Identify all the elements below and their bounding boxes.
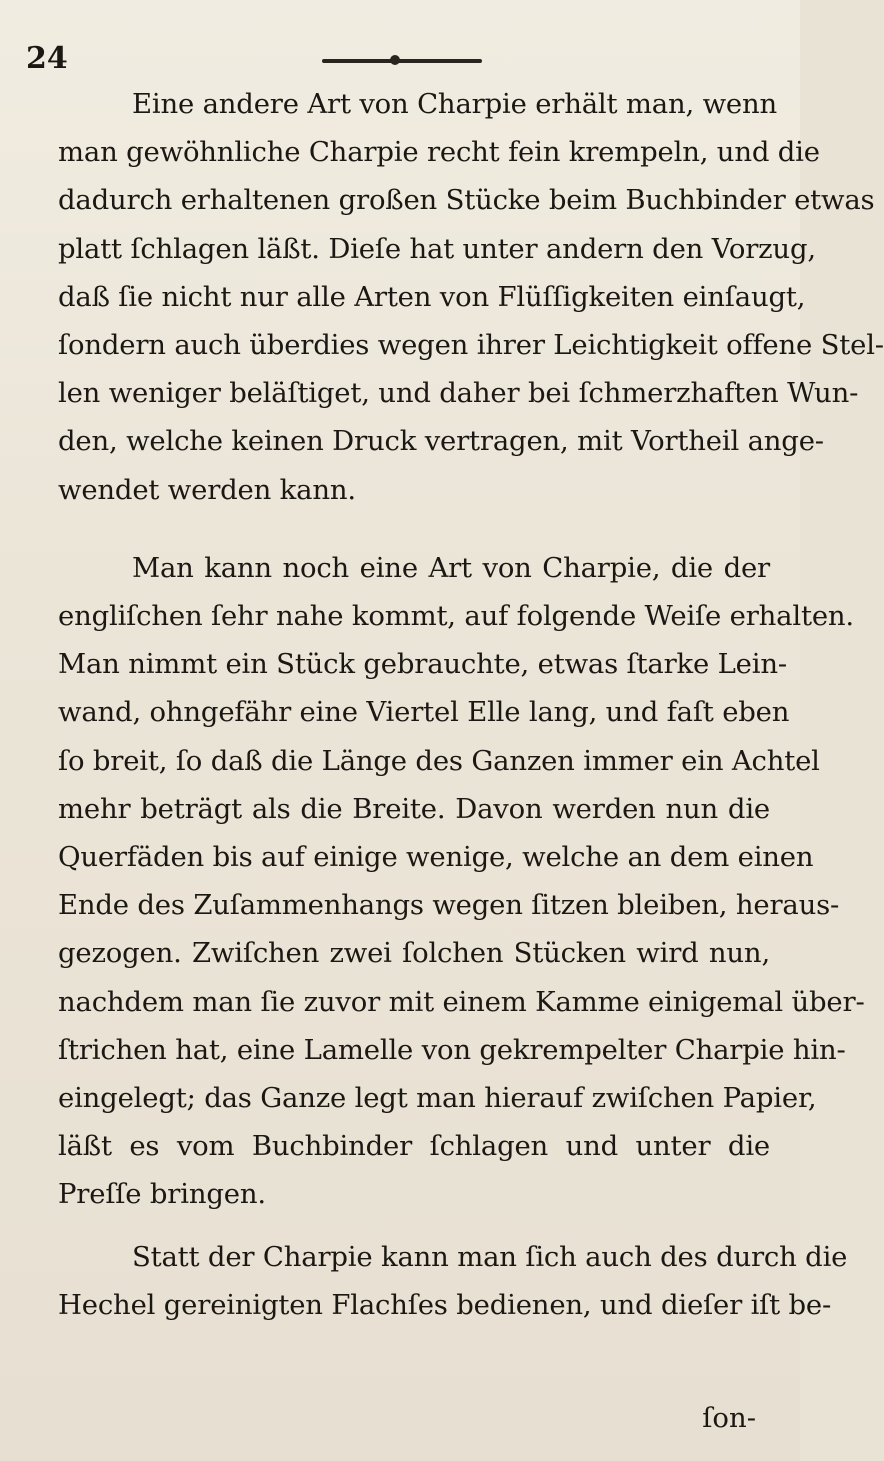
body-text [58,80,884,1329]
text-line: ſondern auch überdies wegen ihrer Leichtigkeit offene Stel- [58,329,884,362]
text-line: den, welche keinen Druck vertragen, mit Vortheil ange- [58,425,824,458]
text-line: ſtrichen hat, eine Lamelle von gekrempelter Charpie hin- [58,1033,846,1066]
text-line: mehr beträgt als die Breite. Davon werden nun die [58,792,770,825]
text-line: Ende des Zuſammenhangs wegen ſitzen bleiben, heraus- [58,889,840,922]
paragraph [58,1233,848,1329]
text-line: wendet werden kann. [58,473,356,506]
text-line: Preſſe bringen. [58,1178,266,1211]
page-number: 24 [26,41,68,76]
text-line: Eine andere Art von Charpie erhält man, wenn [132,88,778,120]
text-line: ſo breit, ſo daß die Länge des Ganzen immer ein Achtel [58,744,820,777]
text-line: Querfäden bis auf einige wenige, welche an dem einen [58,841,814,874]
text-line: man gewöhnliche Charpie recht fein krempeln, und die [58,136,820,169]
text-line: Hechel gereinigten Flachſes bedienen, und dieſer iſt be- [58,1288,832,1321]
text-line: Man kann noch eine Art von Charpie, die der [132,551,770,584]
text-line: nachdem man ſie zuvor mit einem Kamme einigemal über- [58,985,865,1018]
text-line: dadurch erhaltenen großen Stücke beim Buchbinder etwas [58,184,875,217]
text-line: eingelegt; das Ganze legt man hierauf zwiſchen Papier, [58,1082,817,1115]
text-line: läßt es vom Buchbinder ſchlagen und unter die [58,1130,770,1163]
text-line: len weniger beläſtiget, und daher bei ſchmerzhaften Wun- [58,377,859,410]
text-line: wand, ohngefähr eine Viertel Elle lang, und faſt eben [58,696,790,729]
header-ornament-rule [322,59,482,63]
text-line: engliſchen ſehr nahe kommt, auf folgende Weiſe erhalten. [58,600,854,633]
paragraph-gap [58,1219,770,1233]
text-line: Man nimmt ein Stück gebrauchte, etwas ſtarke Lein- [58,648,787,681]
text-line: platt ſchlagen läßt. Dieſe hat unter andern den Vorzug, [58,232,816,265]
paragraph [58,544,865,1219]
text-line: Statt der Charpie kann man ſich auch des durch die [132,1240,848,1273]
text-line: gezogen. Zwiſchen zwei ſolchen Stücken wird nun, [58,937,770,970]
paragraph [58,80,884,514]
paragraph-gap [58,514,770,544]
text-line: daß ſie nicht nur alle Arten von Flüſſigkeiten einſaugt, [58,280,806,313]
catchword: ſon- [702,1402,756,1434]
